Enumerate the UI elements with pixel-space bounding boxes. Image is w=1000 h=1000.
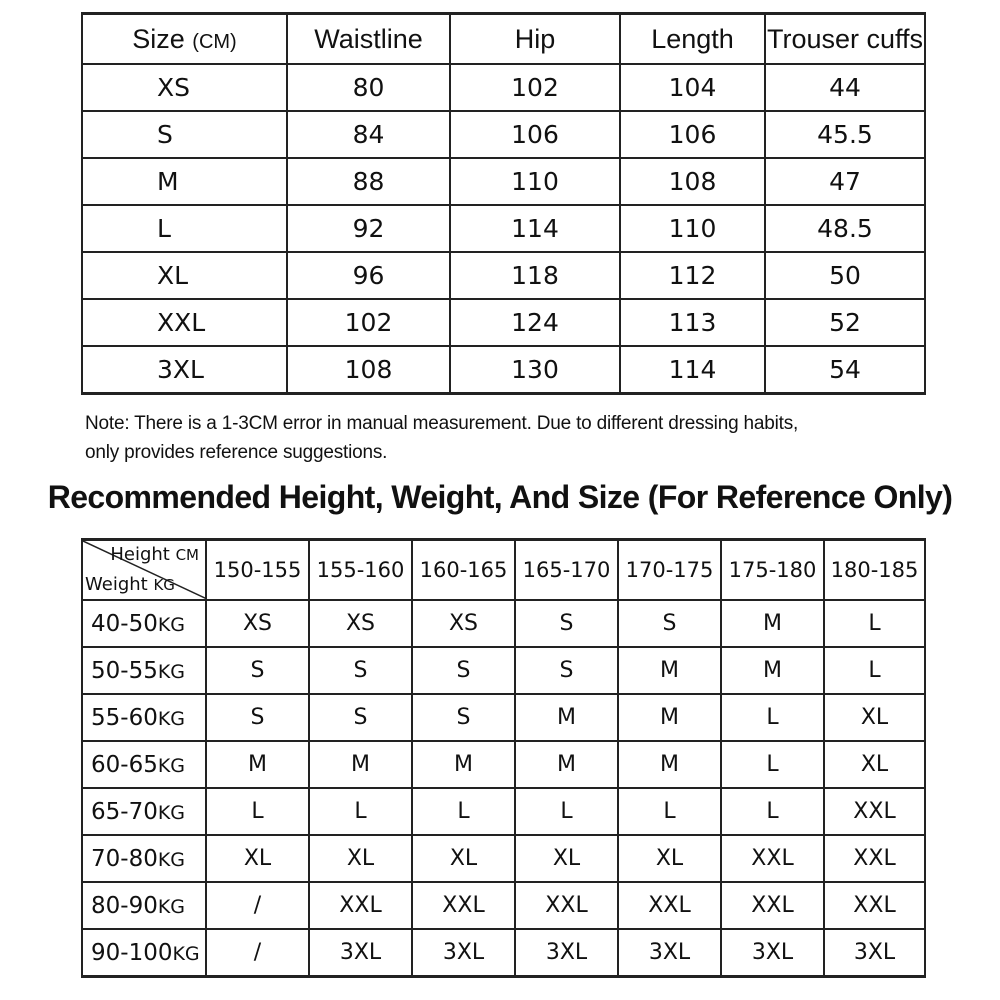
recommended-size-cell: XXL — [721, 835, 824, 882]
height-range-header: 170-175 — [618, 540, 721, 601]
height-unit: CM — [175, 546, 199, 564]
height-range-header: 150-155 — [206, 540, 309, 601]
measurement-cell: 113 — [620, 299, 765, 346]
recommended-size-cell: XL — [206, 835, 309, 882]
measurement-cell: 88 — [287, 158, 450, 205]
recommended-size-cell: L — [824, 600, 925, 647]
weight-range-unit: KG — [157, 613, 186, 636]
recommended-size-cell: 3XL — [824, 929, 925, 977]
column-header-trouser-cuffs: Trouser cuffs — [765, 14, 925, 65]
recommendation-table — [81, 538, 926, 978]
recommended-size-cell: 3XL — [309, 929, 412, 977]
weight-range-value: 50-55 — [91, 657, 158, 684]
measurement-cell: 102 — [450, 64, 620, 111]
recommended-size-cell: XXL — [721, 882, 824, 929]
recommended-size-cell: XXL — [618, 882, 721, 929]
measurement-cell: 124 — [450, 299, 620, 346]
recommended-size-cell: S — [412, 647, 515, 694]
recommended-size-cell: M — [618, 694, 721, 741]
recommended-size-cell: L — [721, 788, 824, 835]
height-range-header: 165-170 — [515, 540, 618, 601]
recommended-size-cell: M — [721, 600, 824, 647]
weight-range-unit: KG — [157, 707, 186, 730]
size-chart-body — [82, 14, 925, 394]
recommended-size-cell: XS — [412, 600, 515, 647]
recommended-size-cell: S — [412, 694, 515, 741]
measurement-cell: 45.5 — [765, 111, 925, 158]
size-cell: L — [82, 205, 287, 252]
size-row — [82, 205, 925, 252]
measurement-cell: 110 — [620, 205, 765, 252]
recommended-size-cell: XXL — [824, 788, 925, 835]
size-cell: XS — [82, 64, 287, 111]
size-row — [82, 299, 925, 346]
weight-range-value: 60-65 — [91, 751, 158, 778]
height-label: Height — [110, 544, 170, 565]
recommended-size-cell: M — [309, 741, 412, 788]
size-cell: 3XL — [82, 346, 287, 394]
weight-axis-label — [85, 574, 175, 595]
measurement-cell: 48.5 — [765, 205, 925, 252]
measurement-cell: 52 — [765, 299, 925, 346]
recommended-size-cell: 3XL — [721, 929, 824, 977]
recommended-size-cell: XL — [309, 835, 412, 882]
weight-range-cell — [82, 694, 206, 741]
recommended-size-cell: 3XL — [515, 929, 618, 977]
recommended-size-cell: XXL — [824, 882, 925, 929]
weight-range-value: 55-60 — [91, 704, 158, 731]
recommended-size-cell: XL — [824, 741, 925, 788]
weight-row — [82, 882, 925, 929]
recommendation-body — [82, 540, 925, 977]
measurement-cell: 130 — [450, 346, 620, 394]
recommended-size-cell: L — [824, 647, 925, 694]
size-row — [82, 346, 925, 394]
height-header-row — [82, 540, 925, 601]
weight-range-cell — [82, 647, 206, 694]
size-row — [82, 111, 925, 158]
recommended-size-cell: 3XL — [618, 929, 721, 977]
recommended-size-cell: S — [515, 647, 618, 694]
size-header-label: Size — [132, 23, 185, 54]
height-range-header: 180-185 — [824, 540, 925, 601]
weight-row — [82, 600, 925, 647]
measurement-cell: 84 — [287, 111, 450, 158]
recommended-size-cell: S — [618, 600, 721, 647]
measurement-cell: 106 — [450, 111, 620, 158]
measurement-cell: 102 — [287, 299, 450, 346]
corner-cell — [82, 540, 206, 601]
recommended-size-cell: S — [515, 600, 618, 647]
weight-range-unit: KG — [157, 848, 186, 871]
weight-unit: KG — [153, 576, 175, 594]
recommended-size-cell: XXL — [412, 882, 515, 929]
size-cell: XL — [82, 252, 287, 299]
measurement-cell: 96 — [287, 252, 450, 299]
measurement-cell: 114 — [620, 346, 765, 394]
recommended-size-cell: M — [618, 741, 721, 788]
recommended-size-cell: XXL — [309, 882, 412, 929]
weight-row — [82, 929, 925, 977]
height-range-header: 155-160 — [309, 540, 412, 601]
measurement-cell: 104 — [620, 64, 765, 111]
measurement-cell: 92 — [287, 205, 450, 252]
weight-label: Weight — [85, 574, 148, 595]
weight-row — [82, 694, 925, 741]
weight-range-cell — [82, 929, 206, 977]
measurement-cell: 106 — [620, 111, 765, 158]
weight-range-unit: KG — [157, 754, 186, 777]
weight-range-unit: KG — [157, 801, 186, 824]
measurement-note — [85, 409, 945, 467]
size-cell: S — [82, 111, 287, 158]
size-row — [82, 158, 925, 205]
size-header-cell — [82, 14, 287, 65]
recommended-size-cell: S — [309, 694, 412, 741]
weight-range-value: 65-70 — [91, 798, 158, 825]
size-cell: XXL — [82, 299, 287, 346]
weight-range-unit: KG — [172, 942, 200, 965]
note-line-2: only provides reference suggestions. — [85, 442, 388, 463]
weight-row — [82, 647, 925, 694]
weight-range-value: 90-100 — [91, 939, 173, 966]
recommended-size-cell: M — [618, 647, 721, 694]
measurement-cell: 112 — [620, 252, 765, 299]
weight-row — [82, 835, 925, 882]
size-chart-header-row — [82, 14, 925, 65]
weight-range-value: 40-50 — [91, 610, 158, 637]
column-header-length: Length — [620, 14, 765, 65]
recommended-size-cell: S — [206, 694, 309, 741]
measurement-cell: 108 — [287, 346, 450, 394]
measurement-cell: 54 — [765, 346, 925, 394]
measurement-cell: 47 — [765, 158, 925, 205]
recommended-size-cell: M — [515, 741, 618, 788]
recommended-size-cell: 3XL — [412, 929, 515, 977]
column-header-waistline: Waistline — [287, 14, 450, 65]
recommended-size-cell: S — [206, 647, 309, 694]
recommended-size-cell: S — [309, 647, 412, 694]
recommended-size-cell: M — [206, 741, 309, 788]
recommended-size-cell: M — [721, 647, 824, 694]
size-header-unit: (CM) — [192, 30, 237, 53]
recommended-size-cell: L — [309, 788, 412, 835]
measurement-cell: 114 — [450, 205, 620, 252]
recommended-size-cell: XL — [618, 835, 721, 882]
measurement-cell: 44 — [765, 64, 925, 111]
measurement-cell: 80 — [287, 64, 450, 111]
column-header-hip: Hip — [450, 14, 620, 65]
weight-range-unit: KG — [157, 660, 186, 683]
size-chart-table — [81, 12, 926, 395]
measurement-cell: 108 — [620, 158, 765, 205]
weight-range-unit: KG — [157, 895, 186, 918]
weight-row — [82, 788, 925, 835]
measurement-cell: 118 — [450, 252, 620, 299]
recommended-size-cell: L — [412, 788, 515, 835]
height-range-header: 175-180 — [721, 540, 824, 601]
recommended-size-cell: M — [412, 741, 515, 788]
recommended-size-cell: XL — [412, 835, 515, 882]
note-line-1: Note: There is a 1-3CM error in manual measurement. Due to different dressing habits, — [85, 413, 799, 434]
size-cell: M — [82, 158, 287, 205]
height-range-header: 160-165 — [412, 540, 515, 601]
recommended-size-cell: XL — [515, 835, 618, 882]
weight-range-cell — [82, 835, 206, 882]
measurement-cell: 50 — [765, 252, 925, 299]
weight-range-value: 80-90 — [91, 892, 158, 919]
measurement-cell: 110 — [450, 158, 620, 205]
weight-range-cell — [82, 741, 206, 788]
recommended-size-cell: L — [721, 694, 824, 741]
recommended-size-cell: L — [721, 741, 824, 788]
recommended-size-cell: M — [515, 694, 618, 741]
weight-range-cell — [82, 600, 206, 647]
recommended-size-cell: XS — [206, 600, 309, 647]
recommended-size-cell: XL — [824, 694, 925, 741]
weight-range-cell — [82, 882, 206, 929]
recommended-size-cell: L — [206, 788, 309, 835]
size-row — [82, 64, 925, 111]
recommended-size-cell: / — [206, 882, 309, 929]
recommended-size-cell: L — [618, 788, 721, 835]
recommendation-title: Recommended Height, Weight, And Size (For Reference Only) — [47, 479, 953, 515]
recommended-size-cell: L — [515, 788, 618, 835]
size-row — [82, 252, 925, 299]
recommended-size-cell: XXL — [824, 835, 925, 882]
weight-row — [82, 741, 925, 788]
recommended-size-cell: XXL — [515, 882, 618, 929]
recommended-size-cell: / — [206, 929, 309, 977]
recommended-size-cell: XS — [309, 600, 412, 647]
height-axis-label — [110, 544, 199, 565]
weight-range-cell — [82, 788, 206, 835]
weight-range-value: 70-80 — [91, 845, 158, 872]
